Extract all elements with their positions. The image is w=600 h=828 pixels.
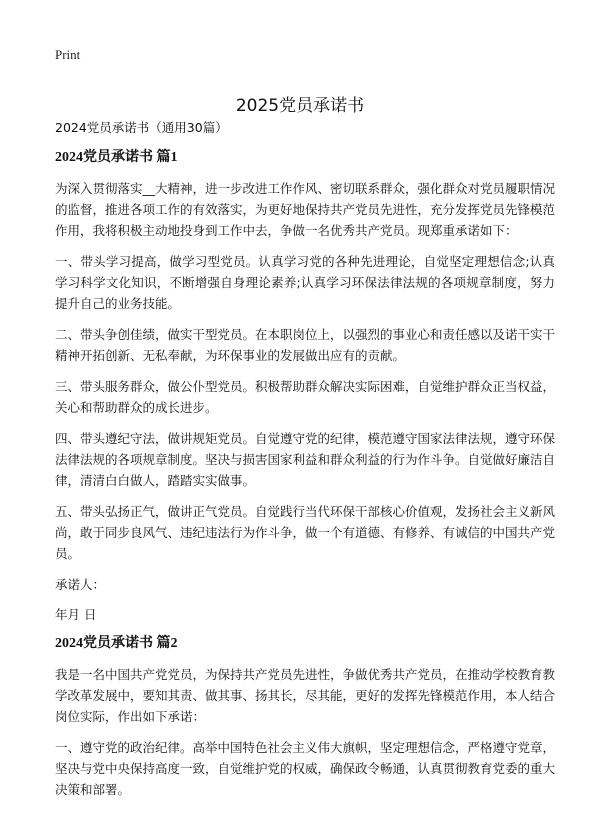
document-title: 2025党员承诺书 xyxy=(235,96,365,117)
document-body xyxy=(55,118,555,810)
paragraph: 为深入贯彻落实__大精神，进一步改进工作作风、密切联系群众，强化群众对党员履职情况的监督，推进各项工作的有效落实，为更好地保持共产党员先进性，充分发挥党员先锋模范作用，我将积极主动地投身到工作中去，争做一名优秀共产党员。现郑重承诺如下： xyxy=(55,181,556,238)
section-heading: 2024党员承诺书 篇1 xyxy=(55,150,178,165)
paragraph: 三、带头服务群众，做公仆型党员。积极帮助群众解决实际困难，自觉维护群众正当权益，关心和帮助群众的成长进步。 xyxy=(55,379,556,415)
paragraph: 一、带头学习提高，做学习型党员。认真学习党的各种先进理论，自觉坚定理想信念;认真学习科学文化知识，不断增强自身理论素养;认真学习环保法律法规的各项规章制度，努力提升自己的业务技能。 xyxy=(55,254,555,311)
paragraph: 一、遵守党的政治纪律。高举中国特色社会主义伟大旗帜，坚定理想信念，严格遵守党章，坚决与党中央保持高度一致，自觉维护党的权威，确保政令畅通，认真贯彻教育党委的重大决策和部署。 xyxy=(55,740,556,797)
document-subtitle: 2024党员承诺书（通用30篇） xyxy=(55,120,228,135)
paragraph: 我是一名中国共产党党员，为保持共产党员先进性，争做优秀共产党员，在推动学校教育教学改革发展中，要知其责、做其事、扬其长，尽其能，更好的发挥先锋模范作用，本人结合岗位实际，作出如下承诺： xyxy=(55,667,556,724)
date-line: 年月 日 xyxy=(55,607,97,622)
section-heading: 2024党员承诺书 篇2 xyxy=(55,636,178,651)
paragraph: 四、带头遵纪守法，做讲规矩党员。自觉遵守党的纪律，模范遵守国家法律法规，遵守环保法律法规的各项规章制度。坚决与损害国家利益和群众利益的行为作斗争。自觉做好廉洁自律，清清白白做人，踏踏实实做事。 xyxy=(55,431,556,488)
print-link[interactable]: Print xyxy=(55,47,81,62)
signature-line: 承诺人： xyxy=(55,577,106,592)
paragraph: 五、带头弘扬正气，做讲正气党员。自觉践行当代环保干部核心价值观，发扬社会主义新风尚，敢于同步良风气、违纪违法行为作斗争，做一个有道德、有修养、有诚信的中国共产党员。 xyxy=(55,504,556,561)
paragraph: 二、带头争创佳绩，做实干型党员。在本职岗位上，以强烈的事业心和责任感以及诺干实干精神开拓创新、无私奉献，为环保事业的发展做出应有的贡献。 xyxy=(55,327,556,363)
